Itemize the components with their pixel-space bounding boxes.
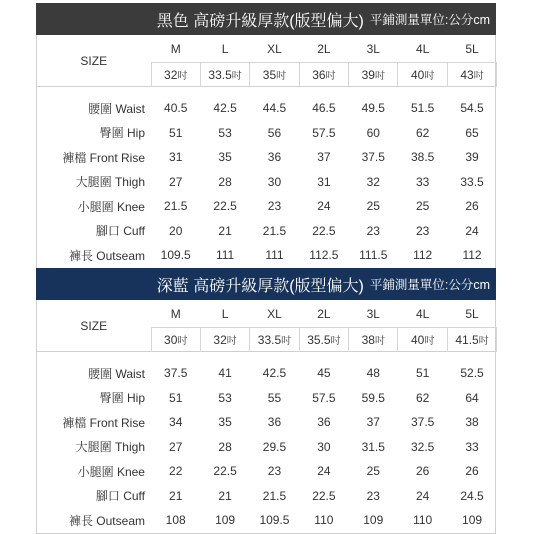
inch-value: 39 <box>361 68 375 82</box>
inch-unit: 吋 <box>281 336 292 347</box>
inch-value: 43 <box>460 68 474 82</box>
size-header-cell: XL <box>250 35 299 63</box>
size-table-frame <box>36 300 496 534</box>
measurement-label: 小腿圍 Knee <box>77 199 145 214</box>
measurement-value: 53 <box>218 125 232 140</box>
measurement-value: 23 <box>366 488 380 503</box>
inch-cell <box>349 328 398 352</box>
inch-cell <box>151 328 200 352</box>
measurement-label: 褲檔 Front Rise <box>62 150 145 165</box>
size-header-cell: 4L <box>398 35 447 63</box>
inch-cell <box>299 63 348 87</box>
measurement-value: 21 <box>218 488 232 503</box>
measurement-value: 111 <box>215 248 235 263</box>
measurement-label: 褲檔 Front Rise <box>62 415 145 430</box>
inch-cell <box>447 328 496 352</box>
inch-value: 38 <box>361 333 375 347</box>
size-chart-navy <box>36 268 496 534</box>
measurement-value: 36 <box>317 415 331 430</box>
measurement-value: 57.5 <box>312 125 336 140</box>
measurement-value: 31.5 <box>361 439 385 454</box>
measurement-value: 24 <box>317 199 331 214</box>
measurement-value: 111.5 <box>359 248 388 263</box>
measurement-value: 23 <box>415 223 430 238</box>
inch-unit: 吋 <box>276 71 287 82</box>
measurement-value: 64 <box>465 390 479 405</box>
size-table-frame <box>36 35 496 269</box>
measurement-label: 腰圍 Waist <box>88 366 145 381</box>
size-chart-black <box>36 3 496 269</box>
measurement-value: 32 <box>366 174 380 189</box>
measurement-value: 21.5 <box>164 199 188 214</box>
measurement-value: 59.5 <box>361 390 385 405</box>
inch-cell <box>299 328 348 352</box>
inch-value: 41.5 <box>455 333 479 347</box>
measurement-value: 24.5 <box>460 488 484 503</box>
size-header-cell: M <box>151 300 200 328</box>
measurement-value: 109.5 <box>259 513 290 528</box>
inch-unit: 吋 <box>424 336 435 347</box>
measurement-value: 26 <box>465 199 479 214</box>
measurement-value: 55 <box>267 390 282 405</box>
size-header-cell: 4L <box>398 300 447 328</box>
chart-banner <box>36 268 496 300</box>
measurement-value: 38 <box>465 415 479 430</box>
size-header-row <box>37 35 497 63</box>
inch-value: 33.5 <box>208 68 232 82</box>
measurement-value: 31 <box>317 174 331 189</box>
measurement-value: 29.5 <box>262 439 287 454</box>
measurement-value: 22.5 <box>312 488 336 503</box>
measurement-value: 22 <box>169 464 183 479</box>
measurement-value: 109 <box>363 513 384 528</box>
measurement-value: 21.5 <box>262 223 287 238</box>
inch-value: 40 <box>410 333 425 347</box>
inch-cell <box>200 328 249 352</box>
inch-unit: 吋 <box>330 336 341 347</box>
measurement-label: 大腿圍 Thigh <box>75 440 145 455</box>
measurement-label: 腰圍 Waist <box>88 101 145 116</box>
size-header-cell: L <box>200 35 249 63</box>
measurement-value: 21.5 <box>262 488 287 503</box>
size-header-cell: 2L <box>299 300 348 328</box>
size-header-cell: 5L <box>447 300 496 328</box>
inch-cell <box>398 63 447 87</box>
inch-unit: 吋 <box>424 71 435 82</box>
inch-value: 36 <box>312 68 326 82</box>
measurement-value: 108 <box>165 513 186 528</box>
measurement-value: 44.5 <box>262 101 287 116</box>
measurement-row <box>37 243 497 268</box>
inch-value: 40 <box>410 68 425 82</box>
measurement-value: 37 <box>317 150 331 165</box>
measurement-label: 腳口 Cuff <box>95 224 145 239</box>
measurement-value: 22.5 <box>312 223 336 238</box>
measurement-value: 37.5 <box>164 366 188 381</box>
chart-title: 深藍 高磅升級厚款(版型偏大) <box>156 277 364 295</box>
measurement-value: 112 <box>413 248 433 263</box>
size-table <box>37 35 497 268</box>
measurement-value: 54.5 <box>460 101 484 116</box>
measurement-value: 35 <box>218 150 232 165</box>
measurement-value: 42.5 <box>213 101 237 116</box>
inch-value: 32 <box>213 333 227 347</box>
spacer-row <box>37 87 497 97</box>
measurement-value: 33 <box>465 439 479 454</box>
size-header-cell: 5L <box>447 35 496 63</box>
measurement-label: 臀圍 Hip <box>99 391 145 406</box>
inch-unit: 吋 <box>226 336 237 347</box>
inch-unit: 吋 <box>177 336 188 347</box>
measurement-value: 48 <box>366 366 380 381</box>
measurement-value: 31 <box>169 150 183 165</box>
measurement-value: 112.5 <box>309 248 339 263</box>
size-table <box>37 300 497 533</box>
measurement-value: 33.5 <box>460 174 484 189</box>
measurement-value: 33 <box>415 174 430 189</box>
inch-cell <box>447 63 496 87</box>
size-header-row <box>37 300 497 328</box>
inch-unit: 吋 <box>325 71 336 82</box>
measurement-label: 臀圍 Hip <box>99 126 145 141</box>
inch-cell <box>349 63 398 87</box>
measurement-value: 45 <box>317 366 331 381</box>
measurement-value: 111 <box>265 248 284 263</box>
inch-value: 30 <box>164 333 178 347</box>
measurement-row <box>37 145 497 170</box>
measurement-row <box>37 96 497 121</box>
measurement-value: 62 <box>415 125 430 140</box>
measurement-value: 41 <box>218 366 232 381</box>
unit-note: 平鋪測量單位:公分cm <box>369 13 490 27</box>
inch-value: 33.5 <box>257 333 282 347</box>
measurement-value: 23 <box>267 464 282 479</box>
measurement-value: 30 <box>267 174 282 189</box>
measurement-row <box>37 484 497 509</box>
measurement-label: 褲長 Outseam <box>68 248 145 263</box>
inch-unit: 吋 <box>231 71 242 82</box>
measurement-value: 109 <box>462 513 483 528</box>
measurement-value: 28 <box>218 439 232 454</box>
measurement-label: 褲長 Outseam <box>68 513 145 528</box>
measurement-row <box>37 410 497 435</box>
measurement-value: 53 <box>218 390 232 405</box>
measurement-value: 40.5 <box>164 101 188 116</box>
measurement-row <box>37 361 497 386</box>
inch-unit: 吋 <box>473 71 484 82</box>
measurement-value: 24 <box>415 488 430 503</box>
measurement-value: 51 <box>169 125 183 140</box>
measurement-value: 51.5 <box>410 101 435 116</box>
measurement-value: 27 <box>169 439 183 454</box>
inch-unit: 吋 <box>374 71 385 82</box>
inch-cell <box>200 63 249 87</box>
inch-cell <box>250 63 299 87</box>
measurement-value: 22.5 <box>213 199 237 214</box>
measurement-value: 56 <box>267 125 282 140</box>
measurement-value: 28 <box>218 174 232 189</box>
size-label: SIZE <box>80 318 108 333</box>
measurement-value: 37.5 <box>410 415 435 430</box>
measurement-value: 60 <box>366 125 380 140</box>
measurement-value: 37 <box>366 415 380 430</box>
measurement-value: 46.5 <box>312 101 336 116</box>
measurement-row <box>37 170 497 195</box>
size-header-cell: 3L <box>349 300 398 328</box>
measurement-label: 腳口 Cuff <box>95 489 145 504</box>
measurement-value: 22.5 <box>213 464 237 479</box>
measurement-value: 65 <box>465 125 479 140</box>
measurement-value: 24 <box>465 223 479 238</box>
inch-value: 32 <box>164 68 178 82</box>
measurement-value: 51 <box>169 390 183 405</box>
measurement-value: 23 <box>267 199 282 214</box>
size-header-cell: M <box>151 35 200 63</box>
chart-banner <box>36 3 496 35</box>
chart-title: 黑色 高磅升級厚款(版型偏大) <box>156 12 364 30</box>
unit-note: 平鋪測量單位:公分cm <box>369 278 490 292</box>
size-header-cell: XL <box>250 300 299 328</box>
inch-unit: 吋 <box>478 336 489 347</box>
size-header-cell: L <box>200 300 249 328</box>
measurement-value: 49.5 <box>361 101 385 116</box>
measurement-value: 21 <box>218 223 232 238</box>
measurement-value: 37.5 <box>361 150 385 165</box>
measurement-value: 42.5 <box>262 366 287 381</box>
measurement-value: 51 <box>415 366 430 381</box>
measurement-value: 24 <box>317 464 331 479</box>
inch-value: 35.5 <box>307 333 331 347</box>
measurement-row <box>37 219 497 244</box>
inch-unit: 吋 <box>374 336 385 347</box>
measurement-value: 21 <box>169 488 183 503</box>
inch-unit: 吋 <box>177 71 188 82</box>
size-header-cell: 3L <box>349 35 398 63</box>
measurement-value: 62 <box>415 390 430 405</box>
measurement-row <box>37 194 497 219</box>
measurement-value: 112 <box>462 248 482 263</box>
measurement-value: 26 <box>415 464 430 479</box>
measurement-value: 35 <box>218 415 232 430</box>
measurement-value: 57.5 <box>312 390 336 405</box>
measurement-value: 109.5 <box>160 248 191 263</box>
measurement-row <box>37 386 497 411</box>
measurement-row <box>37 435 497 460</box>
inch-cell <box>398 328 447 352</box>
measurement-label: 小腿圍 Knee <box>77 464 145 479</box>
measurement-row <box>37 459 497 484</box>
measurement-value: 32.5 <box>410 439 435 454</box>
measurement-value: 39 <box>465 150 479 165</box>
measurement-value: 109 <box>215 513 236 528</box>
measurement-value: 52.5 <box>460 366 484 381</box>
measurement-value: 30 <box>317 439 331 454</box>
inch-value: 35 <box>262 68 277 82</box>
measurement-value: 27 <box>169 174 183 189</box>
size-label: SIZE <box>80 53 108 68</box>
measurement-value: 36 <box>267 415 282 430</box>
spacer-row <box>37 352 497 362</box>
measurement-value: 36 <box>267 150 282 165</box>
measurement-row <box>37 508 497 533</box>
measurement-value: 20 <box>169 223 183 238</box>
measurement-value: 110 <box>413 513 433 528</box>
measurement-value: 110 <box>314 513 334 528</box>
measurement-value: 23 <box>366 223 380 238</box>
measurement-label: 大腿圍 Thigh <box>75 175 145 190</box>
measurement-value: 34 <box>169 415 183 430</box>
inch-cell <box>250 328 299 352</box>
measurement-row <box>37 121 497 146</box>
measurement-value: 25 <box>366 464 380 479</box>
size-header-cell: 2L <box>299 35 348 63</box>
measurement-value: 38.5 <box>410 150 435 165</box>
measurement-value: 26 <box>465 464 479 479</box>
measurement-value: 25 <box>366 199 380 214</box>
measurement-value: 25 <box>415 199 430 214</box>
inch-cell <box>151 63 200 87</box>
